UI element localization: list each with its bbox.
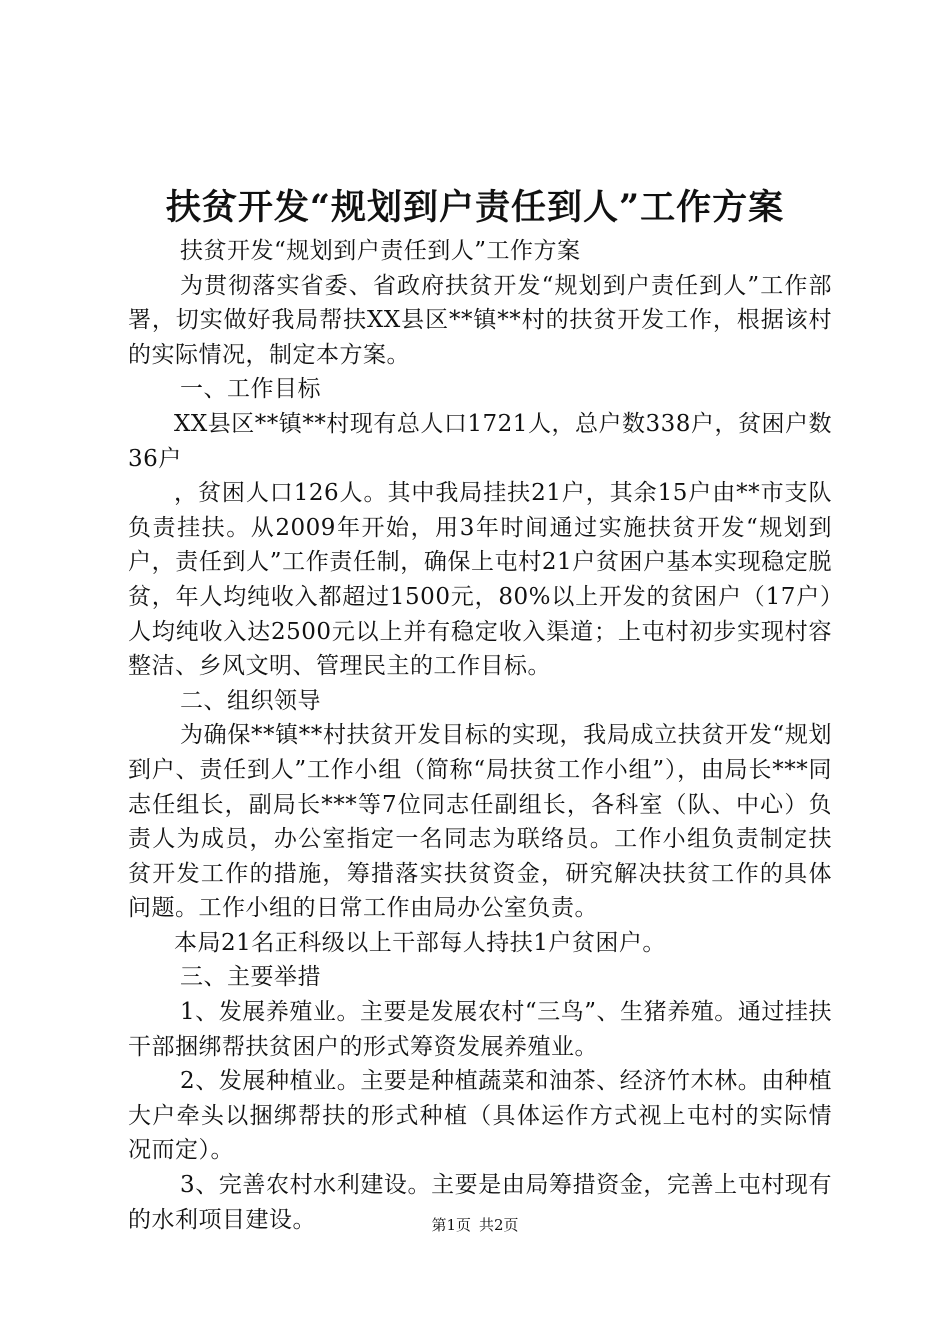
document-body bbox=[128, 234, 832, 1237]
measure-item: 2、发展种植业。主要是种植蔬菜和油茶、经济竹木林。由种植大户牵头以捆绑帮扶的形式种植（具体运作方式视上屯村的实际情况而定）。 bbox=[128, 1068, 832, 1164]
intro-paragraph: 为贯彻落实省委、省政府扶贫开发“规划到户责任到人”工作部署，切实做好我局帮扶XX县区**镇**村的扶贫开发工作，根据该村的实际情况，制定本方案。 bbox=[128, 272, 832, 368]
page-total: 共2页 bbox=[479, 1216, 519, 1234]
document-title: 扶贫开发“规划到户责任到人”工作方案 bbox=[165, 187, 785, 228]
section-heading-measures: 三、主要举措 bbox=[180, 964, 321, 991]
cadre-paragraph: 本局21名正科级以上干部每人持扶1户贫困户。 bbox=[174, 929, 666, 956]
page-number: 第1页 bbox=[431, 1216, 471, 1234]
goals-paragraph: ，贫困人口126人。其中我局挂扶21户，其余15户由**市支队负责挂扶。从2009年开始，用3年时间通过实施扶贫开发“规划到户，责任到人”工作责任制，确保上屯村21户贫困户基本实现稳定脱贫，年人均纯收入都超过1500元，80%以上开发的贫困户（17户）人均纯收入达2500元以上并有稳定收入渠道；上屯村初步实现村容整洁、乡风文明、管理民主的工作目标。 bbox=[128, 480, 832, 680]
section-heading-goals: 一、工作目标 bbox=[180, 376, 321, 403]
measure-item: 1、发展养殖业。主要是发展农村“三鸟”、生猪养殖。通过挂扶干部捆绑帮扶贫困户的形式筹资发展养殖业。 bbox=[128, 999, 832, 1060]
section-heading-leadership: 二、组织领导 bbox=[180, 687, 321, 714]
subtitle-paragraph: 扶贫开发“规划到户责任到人”工作方案 bbox=[180, 238, 581, 264]
measure-item: 3、完善农村水利建设。主要是由局筹措资金，完善上屯村现有的水利项目建设。 bbox=[128, 1172, 832, 1233]
page-footer bbox=[0, 1215, 950, 1235]
leadership-paragraph: 为确保**镇**村扶贫开发目标的实现，我局成立扶贫开发“规划到户、责任到人”工作小组（简称“局扶贫工作小组”），由局长***同志任组长，副局长***等7位同志任副组长，各科室（队、中心）负责人为成员，办公室指定一名同志为联络员。工作小组负责制定扶贫开发工作的措施，筹措落实扶贫资金，研究解决扶贫工作的具体问题。工作小组的日常工作由局办公室负责。 bbox=[128, 722, 832, 922]
population-paragraph: XX县区**镇**村现有总人口1721人，总户数338户，贫困户数36户 bbox=[128, 410, 832, 472]
